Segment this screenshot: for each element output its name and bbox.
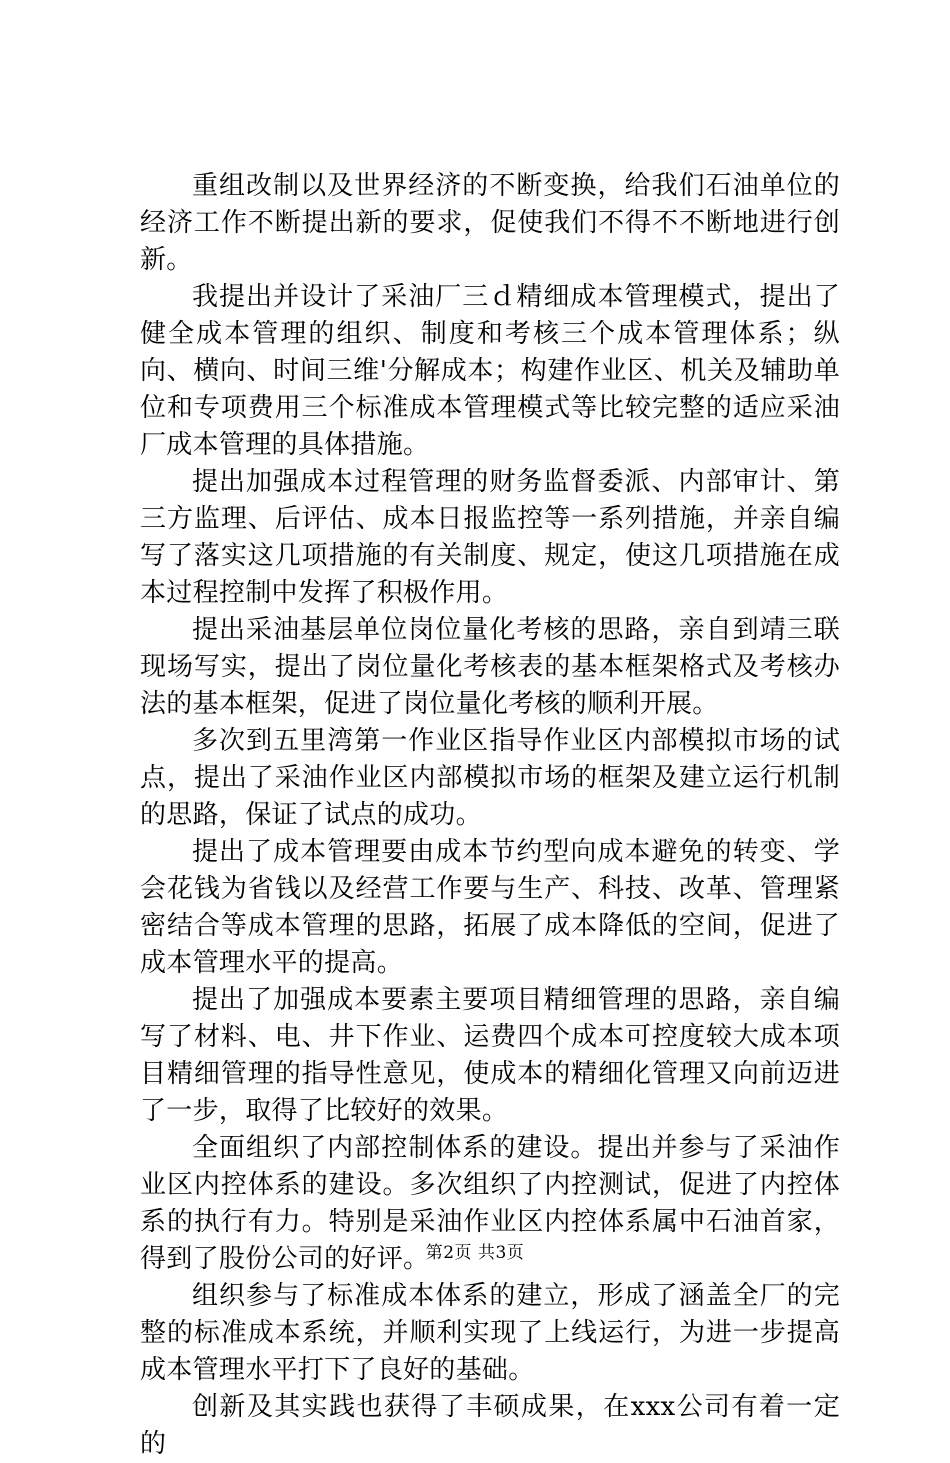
paragraph-5: 多次到五里湾第一作业区指导作业区内部模拟市场的试点，提出了采油作业区内部模拟市场的框架及建立运行机制的思路，保证了试点的成功。 (140, 726, 840, 830)
paragraph-9: 组织参与了标准成本体系的建立，形成了涵盖全厂的完整的标准成本系统，并顺利实现了上线运行，为进一步提高成本管理水平打下了良好的基础。 (140, 1281, 840, 1385)
paragraph-4: 提出采油基层单位岗位量化考核的思路，亲自到靖三联现场写实，提出了岗位量化考核表的基本框架格式及考核办法的基本框架，促进了岗位量化考核的顺利开展。 (140, 615, 840, 719)
paragraph-2: 我提出并设计了采油厂三ｄ精细成本管理模式，提出了健全成本管理的组织、制度和考核三个成本管理体系；纵向、横向、时间三维'分解成本；构建作业区、机关及辅助单位和专项费用三个标准成本管理模式等比较完整的适应采油厂成本管理的具体措施。 (140, 282, 840, 460)
page-footer: 第2页 共3页 (425, 1243, 525, 1263)
paragraph-6: 提出了成本管理要由成本节约型向成本避免的转变、学会花钱为省钱以及经营工作要与生产、科技、改革、管理紧密结合等成本管理的思路，拓展了成本降低的空间，促进了成本管理水平的提高。 (140, 837, 840, 978)
paragraph-8: 全面组织了内部控制体系的建设。提出并参与了采油作业区内控体系的建设。多次组织了内控测试，促进了内控体系的执行有力。特别是采油作业区内控体系属中石油首家，得到了股份公司的好评。 (140, 1133, 840, 1274)
paragraph-7: 提出了加强成本要素主要项目精细管理的思路，亲自编写了材料、电、井下作业、运费四个成本可控度较大成本项目精细管理的指导性意见，使成本的精细化管理又向前迈进了一步，取得了比较好的效果。 (140, 985, 840, 1126)
body-text (140, 168, 840, 1463)
paragraph-3: 提出加强成本过程管理的财务监督委派、内部审计、第三方监理、后评估、成本日报监控等一系列措施，并亲自编写了落实这几项措施的有关制度、规定，使这几项措施在成本过程控制中发挥了积极作用。 (140, 467, 840, 608)
paragraph-1: 重组改制以及世界经济的不断变换，给我们石油单位的经济工作不断提出新的要求，促使我们不得不不断地进行创新。 (140, 171, 840, 275)
paragraph-10: 创新及其实践也获得了丰硕成果，在xxx公司有着一定的 (140, 1392, 840, 1459)
